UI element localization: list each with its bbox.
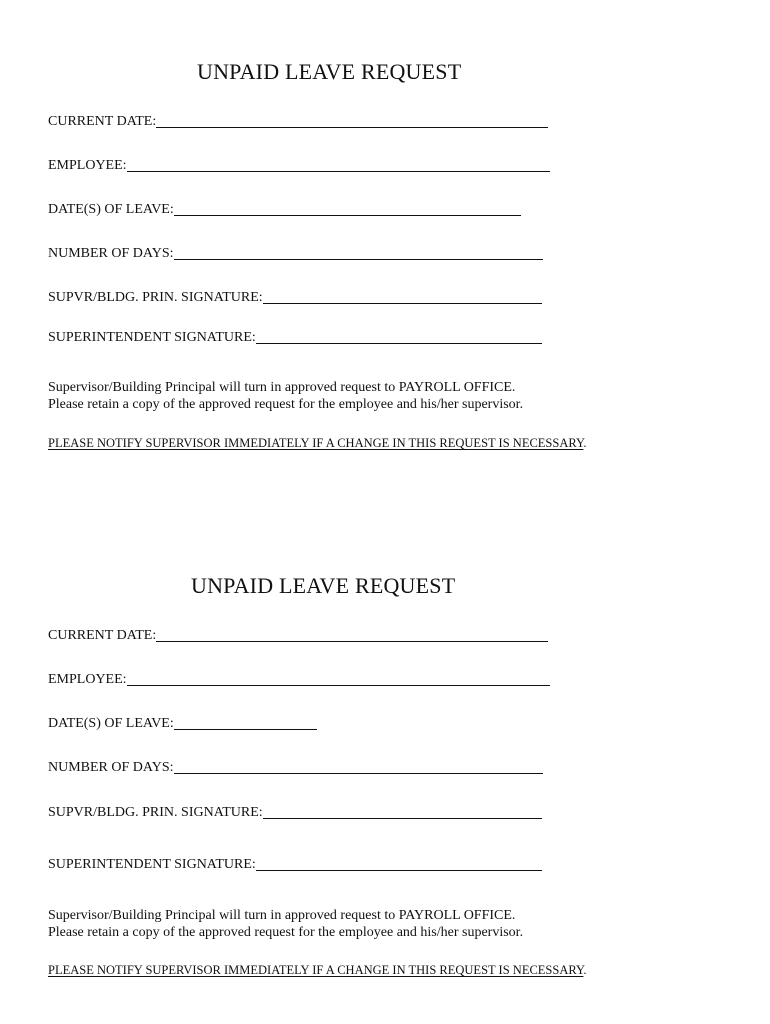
supervisor-signature-field: [48, 286, 542, 306]
supervisor-signature-line[interactable]: [263, 804, 542, 819]
notify-text: PLEASE NOTIFY SUPERVISOR IMMEDIATELY IF A CHANGE IN THIS REQUEST IS NECESSARY: [48, 436, 584, 450]
notify-period: .: [583, 963, 587, 977]
supervisor-signature-label: SUPVR/BLDG. PRIN. SIGNATURE:: [48, 805, 263, 820]
current-date-label: CURRENT DATE:: [48, 114, 157, 129]
dates-of-leave-field: [48, 712, 317, 732]
current-date-line[interactable]: [156, 113, 548, 128]
employee-field: [48, 668, 550, 688]
instructions-line-1: Supervisor/Building Principal will turn in approved request to PAYROLL OFFICE.: [48, 380, 516, 395]
superintendent-signature-label: SUPERINTENDENT SIGNATURE:: [48, 330, 256, 345]
number-of-days-line[interactable]: [174, 245, 543, 260]
instructions-line-1: Supervisor/Building Principal will turn in approved request to PAYROLL OFFICE.: [48, 908, 516, 923]
supervisor-signature-label: SUPVR/BLDG. PRIN. SIGNATURE:: [48, 290, 263, 305]
employee-label: EMPLOYEE:: [48, 158, 127, 173]
superintendent-signature-field: [48, 853, 542, 873]
supervisor-signature-line[interactable]: [263, 289, 542, 304]
superintendent-signature-field: [48, 326, 542, 346]
employee-field: [48, 154, 550, 174]
notify-notice: [48, 963, 587, 977]
instructions-line-2: Please retain a copy of the approved request for the employee and his/her supervisor.: [48, 925, 524, 940]
number-of-days-field: [48, 242, 543, 262]
superintendent-signature-label: SUPERINTENDENT SIGNATURE:: [48, 857, 256, 872]
superintendent-signature-line[interactable]: [256, 329, 542, 344]
employee-label: EMPLOYEE:: [48, 672, 127, 687]
number-of-days-field: [48, 756, 543, 776]
instructions-line-2: Please retain a copy of the approved request for the employee and his/her supervisor.: [48, 397, 524, 412]
supervisor-signature-field: [48, 801, 542, 821]
number-of-days-label: NUMBER OF DAYS:: [48, 760, 174, 775]
dates-of-leave-line[interactable]: [174, 201, 521, 216]
current-date-line[interactable]: [156, 627, 548, 642]
superintendent-signature-line[interactable]: [256, 856, 542, 871]
employee-line[interactable]: [127, 157, 550, 172]
dates-of-leave-label: DATE(S) OF LEAVE:: [48, 202, 174, 217]
dates-of-leave-label: DATE(S) OF LEAVE:: [48, 716, 174, 731]
dates-of-leave-field: [48, 198, 521, 218]
notify-notice: [48, 436, 587, 450]
number-of-days-line[interactable]: [174, 759, 543, 774]
form-title: UNPAID LEAVE REQUEST: [197, 59, 462, 84]
current-date-field: [48, 110, 548, 130]
number-of-days-label: NUMBER OF DAYS:: [48, 246, 174, 261]
form-title: UNPAID LEAVE REQUEST: [191, 573, 456, 598]
employee-line[interactable]: [127, 671, 550, 686]
current-date-field: [48, 624, 548, 644]
current-date-label: CURRENT DATE:: [48, 628, 157, 643]
notify-period: .: [583, 436, 587, 450]
notify-text: PLEASE NOTIFY SUPERVISOR IMMEDIATELY IF A CHANGE IN THIS REQUEST IS NECESSARY: [48, 963, 584, 977]
dates-of-leave-line[interactable]: [174, 715, 317, 730]
